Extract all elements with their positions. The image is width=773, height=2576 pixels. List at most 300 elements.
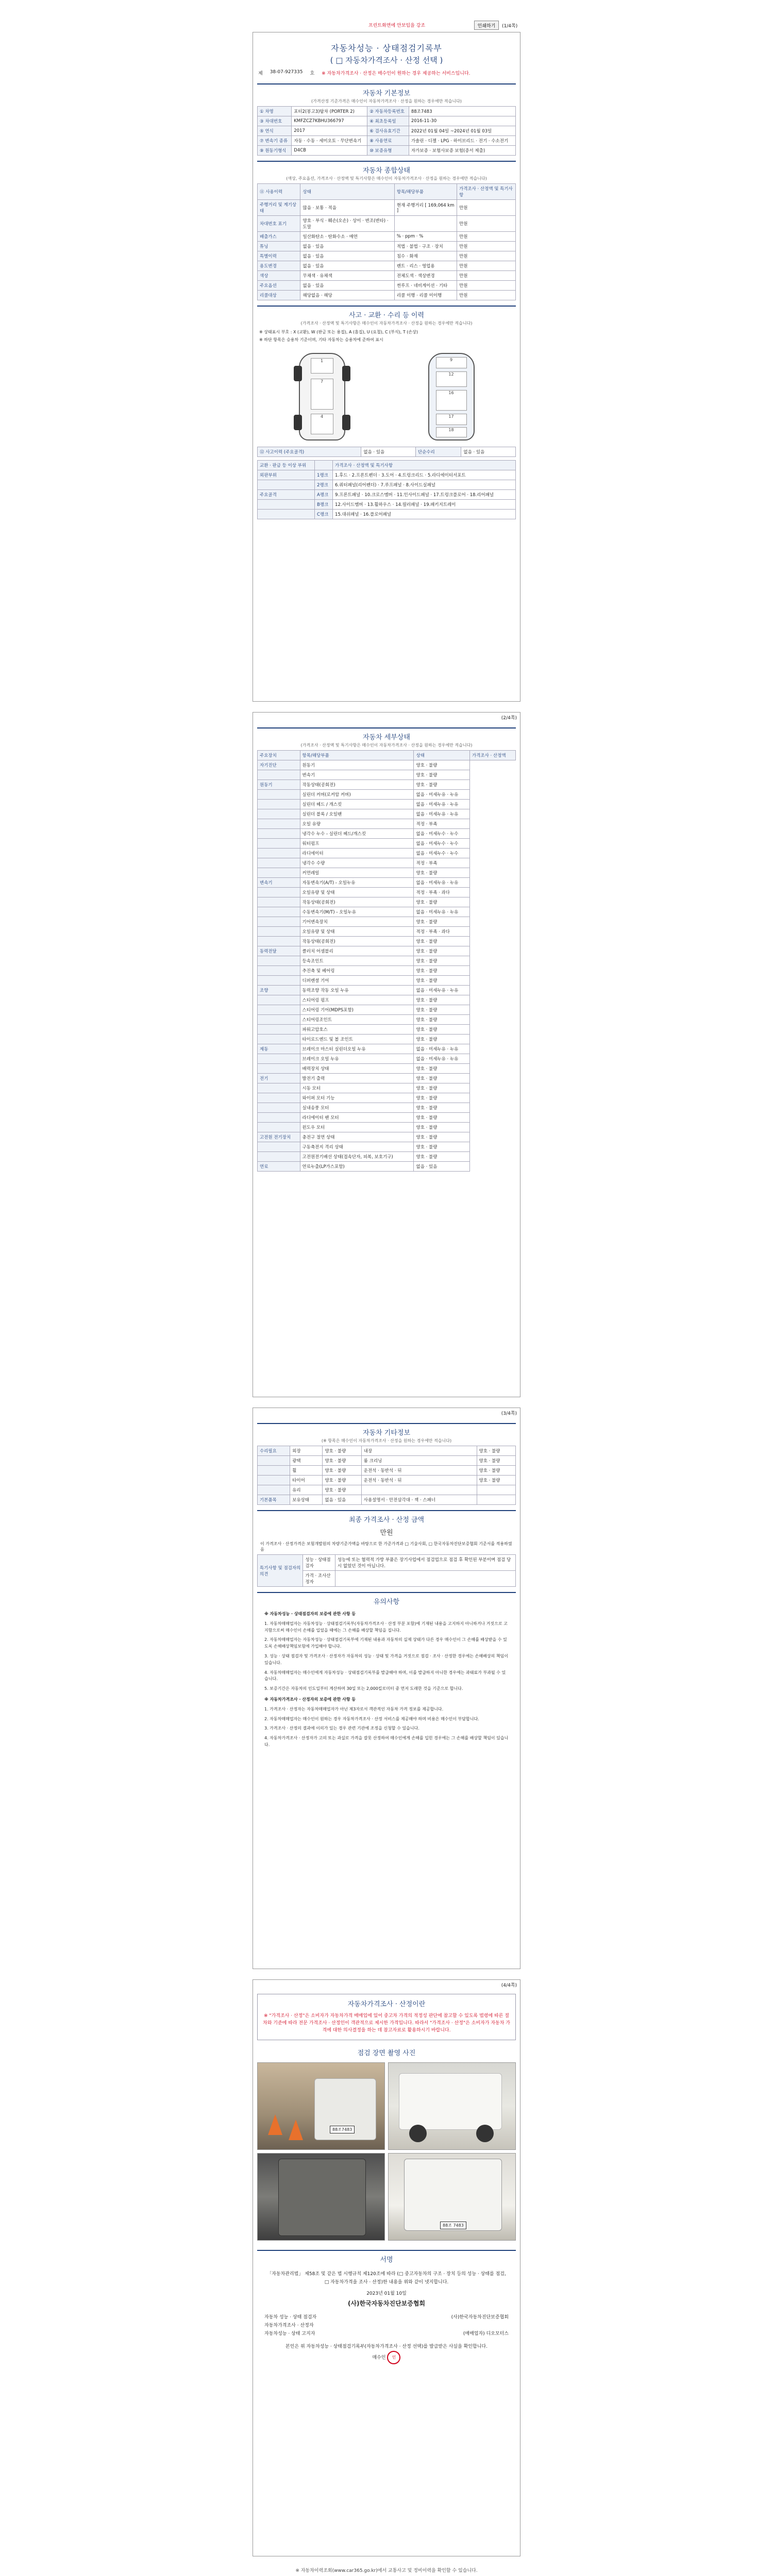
status-cell: 만원 — [457, 251, 515, 261]
detail-cell: 없음 · 있음 — [414, 1162, 469, 1172]
detail-cell: 양호 · 불량 — [414, 1064, 469, 1074]
document-title: 자동차성능 · 상태점검기록부 — [331, 43, 442, 53]
detail-cell: 오일 유량 — [300, 819, 414, 829]
detail-cell: 양호 · 불량 — [414, 946, 469, 956]
frame-row — [258, 490, 516, 500]
detail-cell — [258, 917, 300, 927]
other-info-row — [258, 1466, 516, 1476]
basic-info-subtitle: (가격산정 기준가격은 매수인이 자동차가격조사 · 산정을 원하는 경우에만 적습니다) — [311, 99, 462, 104]
detail-cell: 양호 · 불량 — [414, 1132, 469, 1142]
detail-cell: 조향 — [258, 986, 300, 995]
accident-section — [257, 306, 516, 519]
detail-row — [258, 966, 516, 976]
signature-section — [257, 2250, 516, 2369]
frame-row — [258, 500, 516, 510]
other-info-cell — [258, 1476, 290, 1485]
status-cell: 만원 — [457, 261, 515, 271]
signer-role: 자동차 성능 · 상태 점검자 — [264, 2315, 317, 2320]
price-title: 최종 가격조사 · 산정 금액 — [348, 1516, 425, 1524]
detail-cell: 실린더 헤드 / 개스킷 — [300, 800, 414, 809]
detail-cell: 라디에이터 — [300, 849, 414, 858]
detail-cell: 워터펌프 — [300, 839, 414, 849]
frame-cell: C랭크 — [314, 510, 332, 519]
basic-info-cell: 2022년 01월 04일 ~2024년 01월 03일 — [409, 126, 515, 136]
detail-cell: 자기진단 — [258, 760, 300, 770]
status-row — [258, 200, 516, 216]
caution-item: 5. 보증기간은 자동차의 인도일부터 계산하며 30일 또는 2,000킬로미터 중 먼저 도래한 것을 기준으로 합니다. — [264, 1686, 463, 1691]
status-cell: 무채색 · 유채색 — [300, 271, 394, 281]
status-cell: 만원 — [457, 242, 515, 251]
detail-row — [258, 888, 516, 897]
detail-cell: 시동 모터 — [300, 1083, 414, 1093]
status-cell — [394, 216, 457, 232]
detail-cell: 등속조인트 — [300, 956, 414, 966]
basic-info-row — [258, 126, 516, 136]
detail-cell: 실린더 커버(로커암 커버) — [300, 790, 414, 800]
detail-cell: 추진축 및 베어링 — [300, 966, 414, 976]
detail-section — [257, 727, 516, 1172]
detail-row — [258, 829, 516, 839]
detail-cell — [258, 800, 300, 809]
other-info-cell — [361, 1485, 477, 1495]
detail-cell: 양호 · 불량 — [414, 1083, 469, 1093]
detail-cell: 라디에이터 팬 모터 — [300, 1113, 414, 1123]
inspection-photo-side[interactable] — [388, 2062, 516, 2150]
other-info-table — [257, 1446, 516, 1505]
status-table — [257, 183, 516, 300]
detail-cell — [258, 858, 300, 868]
detail-cell: 타이로드엔드 및 볼 조인트 — [300, 1035, 414, 1044]
page-2-number: (2/4쪽) — [501, 716, 517, 721]
detail-cell: 작동상태(공회전) — [300, 897, 414, 907]
status-cell: 튜닝 — [258, 242, 300, 251]
detail-cell: 연료 — [258, 1162, 300, 1172]
inspection-photo-front[interactable] — [257, 2062, 385, 2150]
status-cell: 특별이력 — [258, 251, 300, 261]
detail-cell: 연료누출(LP가스포함) — [300, 1162, 414, 1172]
detail-cell — [258, 1025, 300, 1035]
frame-cell: A랭크 — [314, 490, 332, 500]
other-info-row — [258, 1476, 516, 1485]
detail-cell: 양호 · 불량 — [414, 1152, 469, 1162]
other-info-cell: 외장 — [290, 1446, 323, 1456]
detail-cell: 양호 · 불량 — [414, 780, 469, 790]
other-info-cell: 기본품목 — [258, 1495, 290, 1505]
frame-header — [314, 461, 332, 470]
accident-legend-2: ※ 하단 항목은 승용차 기준이며, 기타 자동차는 승용차에 준하여 표시 — [259, 337, 383, 342]
status-cell: 만원 — [457, 200, 515, 216]
accident-summary-cell: 없음 · 있음 — [461, 447, 516, 457]
caution-item: 1. 가격조사 · 산정자는 자동차매매업자가 아닌 제3자로서 객관적인 자동차 가격 정보를 제공합니다. — [264, 1706, 444, 1711]
status-cell: 용도변경 — [258, 261, 300, 271]
document-meta — [253, 65, 520, 78]
frame-cell: 외판부위 — [258, 470, 315, 480]
frame-cell: 15.대쉬패널 · 16.플로어패널 — [333, 510, 516, 519]
detail-row — [258, 1083, 516, 1093]
page-2 — [253, 712, 520, 1397]
detail-cell: 동력조향 작동 오일 누유 — [300, 986, 414, 995]
basic-info-cell: 2017 — [292, 126, 367, 136]
frame-cell: B랭크 — [314, 500, 332, 510]
car-diagrams — [257, 344, 516, 447]
detail-row — [258, 1152, 516, 1162]
basic-info-cell: 88조7483 — [409, 107, 515, 116]
status-cell: 일산화탄소 · 탄화수소 · 매연 — [300, 232, 394, 242]
caution-item: 1. 자동차매매업자는 자동차성능 · 상태점검기록부(자동차가격조사 · 산정 부분 포함)에 기재된 내용을 고지하지 아니하거나 거짓으로 고지함으로써 매수인이 손해를 입었을 때에는 그 손해를 배상할 책임을 집니다. — [264, 1621, 508, 1633]
detail-row — [258, 995, 516, 1005]
detail-row — [258, 1005, 516, 1015]
detail-title: 자동차 세부상태 — [362, 734, 411, 741]
price-value: 만원 — [380, 1529, 393, 1537]
other-info-cell: 양호 · 불량 — [323, 1446, 361, 1456]
status-cell: 만원 — [457, 291, 515, 300]
detail-cell: 없음 · 미세누유 · 누유 — [414, 800, 469, 809]
photo-title: 점검 장면 촬영 사진 — [357, 2049, 416, 2057]
status-cell: 차대번호 표기 — [258, 216, 300, 232]
issuer-role: 성능 · 상태점검자 — [303, 1555, 335, 1571]
frame-cell — [258, 510, 315, 519]
issuer-table — [257, 1554, 516, 1587]
other-info-cell: 양호 · 불량 — [323, 1466, 361, 1476]
other-info-cell: 수리필요 — [258, 1446, 290, 1456]
detail-row — [258, 897, 516, 907]
detail-row — [258, 819, 516, 829]
detail-cell: 양호 · 불량 — [414, 897, 469, 907]
detail-row — [258, 956, 516, 966]
detail-cell: 실내송풍 모터 — [300, 1103, 414, 1113]
status-cell: 없음 · 있음 — [300, 281, 394, 291]
detail-header: 주요장치 — [258, 751, 300, 760]
issuer-label: 특기사항 및 점검자의 의견 — [258, 1555, 303, 1587]
accident-subtitle: (가격조사 · 산정액 및 특기사항은 매수인이 자동차가격조사 · 산정을 원하는 경우에만 적습니다) — [300, 321, 473, 326]
basic-info-cell: ① 차명 — [258, 107, 292, 116]
status-title: 자동차 종합상태 — [362, 167, 411, 175]
detail-cell — [258, 868, 300, 878]
detail-row — [258, 907, 516, 917]
receiver-line — [264, 2351, 509, 2364]
status-cell: 썬루프 · 네비게이션 · 기타 — [394, 281, 457, 291]
detail-cell: 양호 · 불량 — [414, 760, 469, 770]
detail-cell: 수동변속기(M/T) - 오일누유 — [300, 907, 414, 917]
detail-cell: 없음 · 미세누유 · 누유 — [414, 1044, 469, 1054]
caution-item: 4. 자동차매매업자는 매수인에게 자동차성능 · 상태점검기록부를 발급해야 하며, 이를 발급하지 아니한 경우에는 과태료가 부과될 수 있습니다. — [264, 1670, 506, 1682]
basic-info-section — [257, 83, 516, 156]
status-cell: 주행거리 및 계기상태 — [258, 200, 300, 216]
detail-cell: 스티어링조인트 — [300, 1015, 414, 1025]
receipt-statement: 본인은 위 자동차성능 · 상태점검기록부(자동차가격조사 · 산정 선택)를 발급받은 사실을 확인합니다. — [285, 2344, 488, 2349]
detail-cell: 윈도우 모터 — [300, 1123, 414, 1132]
detail-cell: 양호 · 불량 — [414, 1074, 469, 1083]
frame-cell — [258, 480, 315, 490]
detail-cell: 양호 · 불량 — [414, 1123, 469, 1132]
top-bar — [253, 20, 520, 32]
signer-role: 자동차성능 · 상태 고지자 — [264, 2331, 315, 2337]
other-info-row — [258, 1485, 516, 1495]
signer-row — [264, 2330, 509, 2338]
detail-cell — [258, 809, 300, 819]
other-info-cell: 사용설명서 · 안전삼각대 · 잭 · 스패너 — [361, 1495, 477, 1505]
status-section — [257, 161, 516, 300]
detail-cell: 적정 · 부족 — [414, 819, 469, 829]
detail-cell: 고전원 전기장치 — [258, 1132, 300, 1142]
frame-row — [258, 480, 516, 490]
price-section — [257, 1510, 516, 1587]
detail-cell: 양호 · 불량 — [414, 1142, 469, 1152]
detail-cell: 없음 · 미세누유 · 누유 — [414, 1054, 469, 1064]
detail-cell: 없음 · 미세누수 · 누수 — [414, 839, 469, 849]
other-info-cell: 양호 · 불량 — [323, 1456, 361, 1466]
detail-row — [258, 976, 516, 986]
basic-info-cell: ⑤ 연식 — [258, 126, 292, 136]
detail-row — [258, 858, 516, 868]
detail-row — [258, 1132, 516, 1142]
detail-cell: 없음 · 미세누유 · 누유 — [414, 790, 469, 800]
detail-cell: 양호 · 불량 — [414, 1025, 469, 1035]
status-row — [258, 251, 516, 261]
signature-body — [257, 2265, 516, 2369]
basic-info-cell: 자동 · 수동 · 세미오토 · 무단변속기 — [292, 136, 367, 146]
other-info-cell: 내장 — [361, 1446, 477, 1456]
top-note: 프린트화면에 안보임을 강조 — [368, 23, 426, 28]
detail-cell: 와이퍼 모터 기능 — [300, 1093, 414, 1103]
other-info-row — [258, 1456, 516, 1466]
signer-row — [264, 2313, 509, 2321]
doc-no-value: 38-07-927335 — [270, 70, 303, 75]
status-cell: 많음 · 보통 · 적음 — [300, 200, 394, 216]
detail-cell: 충전구 절연 상태 — [300, 1132, 414, 1142]
detail-cell — [258, 839, 300, 849]
detail-row — [258, 1162, 516, 1172]
detail-cell: 작동상태(공회전) — [300, 937, 414, 946]
page-1 — [253, 32, 520, 702]
other-info-cell: 휠 — [290, 1466, 323, 1476]
status-cell: 색상 — [258, 271, 300, 281]
other-info-cell: 룸 크리닝 — [361, 1456, 477, 1466]
detail-cell: 양호 · 불량 — [414, 1103, 469, 1113]
basic-info-cell: D4CB — [292, 146, 367, 156]
detail-cell: 실린더 블록 / 오일팬 — [300, 809, 414, 819]
price-note: 이 가격조사 · 산정가격은 보험개발원의 차량기준가액을 바탕으로 한 가준가격과 □ 기술사회, □ 한국자동차진단보증협회 기준서를 적용하였음 — [260, 1541, 512, 1552]
document-subtitle: ( □ 자동차가격조사 · 산정 선택 ) — [330, 56, 443, 65]
detail-cell — [258, 1083, 300, 1093]
detail-cell: 양호 · 불량 — [414, 937, 469, 946]
status-cell: 리콜대상 — [258, 291, 300, 300]
basic-info-row — [258, 107, 516, 116]
detail-cell: 적정 · 부족 — [414, 858, 469, 868]
basic-info-row — [258, 146, 516, 156]
detail-cell — [258, 1064, 300, 1074]
detail-cell — [258, 770, 300, 780]
other-info-cell: 양호 · 불량 — [477, 1456, 515, 1466]
detail-row — [258, 1113, 516, 1123]
other-info-cell: 유리 — [290, 1485, 323, 1495]
status-cell: 없음 · 있음 — [300, 251, 394, 261]
detail-cell: 양호 · 불량 — [414, 770, 469, 780]
detail-row — [258, 986, 516, 995]
detail-cell: 구동축전지 격리 상태 — [300, 1142, 414, 1152]
status-row — [258, 232, 516, 242]
detail-cell — [258, 1113, 300, 1123]
detail-cell: 없음 · 미세누유 · 누유 — [414, 907, 469, 917]
page-3-number: (3/4쪽) — [501, 1411, 517, 1416]
detail-row — [258, 760, 516, 770]
detail-cell — [258, 849, 300, 858]
detail-cell: 양호 · 불량 — [414, 1093, 469, 1103]
status-cell: 만원 — [457, 232, 515, 242]
detail-cell: 양호 · 불량 — [414, 995, 469, 1005]
detail-cell: 양호 · 불량 — [414, 1113, 469, 1123]
detail-cell: 양호 · 불량 — [414, 868, 469, 878]
status-header: 가격조사 · 산정액 및 특기사항 — [457, 184, 515, 200]
basic-info-cell: ② 자동차등록번호 — [367, 107, 409, 116]
inspection-photo-rear[interactable] — [388, 2153, 516, 2241]
detail-cell: 변속기 — [258, 878, 300, 888]
status-row — [258, 291, 516, 300]
detail-cell: 스티어링 펌프 — [300, 995, 414, 1005]
status-cell: 만원 — [457, 216, 515, 232]
detail-cell: 적정 · 부족 · 과다 — [414, 927, 469, 937]
detail-row — [258, 878, 516, 888]
basic-info-table — [257, 106, 516, 156]
footer-note: ※ 자동차이력조회(www.car365.go.kr)에서 교통사고 및 정비이력을 확인할 수 있습니다. — [295, 2568, 478, 2573]
detail-cell: 양호 · 불량 — [414, 956, 469, 966]
caution-2-title: ※ 자동차가격조사 · 산정자의 보증에 관한 사항 등 — [264, 1697, 356, 1702]
other-info-cell — [477, 1485, 515, 1495]
caution-title: 유의사항 — [373, 1598, 400, 1606]
detail-cell — [258, 1054, 300, 1064]
status-cell: 배출가스 — [258, 232, 300, 242]
notice-title: 자동차가격조사 · 산정이란 — [347, 2001, 426, 2008]
detail-cell — [258, 966, 300, 976]
other-info-cell: 양호 · 불량 — [477, 1446, 515, 1456]
detail-cell — [258, 1123, 300, 1132]
frame-table — [257, 460, 516, 519]
frame-cell — [258, 500, 315, 510]
caution-1-title: ※ 자동차성능 · 상태점검자의 보증에 관한 사항 등 — [264, 1612, 356, 1616]
basic-info-cell: 포터2(봉고3)탑차 (PORTER 2) — [292, 107, 367, 116]
detail-cell: 커먼레일 — [300, 868, 414, 878]
detail-row — [258, 1064, 516, 1074]
photo-grid — [253, 2058, 520, 2245]
basic-info-cell: ⑦ 변속기 종류 — [258, 136, 292, 146]
detail-header: 상태 — [414, 751, 469, 760]
signature-title: 서명 — [380, 2256, 393, 2264]
detail-table — [257, 750, 516, 1172]
detail-row — [258, 770, 516, 780]
service-warning: ※ 자동차가격조사 · 산정은 매수인이 원하는 경우 제공하는 서비스입니다. — [322, 71, 470, 76]
accident-summary-cell: ⑫ 사고이력 (주요골격) — [258, 447, 361, 457]
signature-date: 2023년 01월 10일 — [366, 2291, 407, 2297]
detail-cell: 없음 · 미세누유 · 누유 — [414, 878, 469, 888]
status-cell: 없음 · 있음 — [300, 261, 394, 271]
detail-row — [258, 1093, 516, 1103]
status-row — [258, 216, 516, 232]
detail-cell: 브레이크 오일 누유 — [300, 1054, 414, 1064]
frame-cell: 1.후드 · 2.프론트펜더 · 3.도어 · 4.트렁크리드 · 5.라디에이터서포트 — [333, 470, 516, 480]
page-4 — [253, 1979, 520, 2556]
detail-cell: 자동변속기(A/T) - 오일누유 — [300, 878, 414, 888]
detail-cell: 양호 · 불량 — [414, 966, 469, 976]
inspection-photo-rear-left[interactable] — [257, 2153, 385, 2241]
status-header: 상태 — [300, 184, 394, 200]
status-cell: 양호 · 부식 · 훼손(오손) · 상이 · 변조(변타) · 도말 — [300, 216, 394, 232]
detail-row — [258, 1035, 516, 1044]
status-cell: 없음 · 있음 — [300, 242, 394, 251]
detail-cell: 브레이크 마스터 실린더오일 누유 — [300, 1044, 414, 1054]
accident-summary-row — [258, 447, 516, 457]
detail-cell: 제동 — [258, 1044, 300, 1054]
detail-cell — [258, 927, 300, 937]
detail-row — [258, 800, 516, 809]
detail-cell: 양호 · 불량 — [414, 1005, 469, 1015]
other-info-cell — [258, 1456, 290, 1466]
detail-cell: 기어변속장치 — [300, 917, 414, 927]
other-info-cell: 타이어 — [290, 1476, 323, 1485]
detail-row — [258, 1142, 516, 1152]
detail-cell — [258, 1035, 300, 1044]
detail-row — [258, 937, 516, 946]
detail-cell: 변속기 — [300, 770, 414, 780]
status-cell: 렌트 · 리스 · 영업용 — [394, 261, 457, 271]
frame-cell: 9.프론트패널 · 10.크로스멤버 · 11.인사이드패널 · 17.트렁크플로어 · 18.리어패널 — [333, 490, 516, 500]
status-row — [258, 261, 516, 271]
caution-body — [257, 1607, 516, 1756]
detail-cell: 적정 · 부족 · 과다 — [414, 888, 469, 897]
detail-cell: 오일유량 및 상태 — [300, 888, 414, 897]
frame-cell: 1랭크 — [314, 470, 332, 480]
page-4-number: (4/4쪽) — [501, 1983, 517, 1988]
detail-header: 항목/해당부품 — [300, 751, 414, 760]
basic-info-cell: 가솔린 · 디젤 · LPG · 하이브리드 · 전기 · 수소전기 — [409, 136, 515, 146]
detail-cell — [258, 819, 300, 829]
plate-front: 88조7483 — [330, 2126, 355, 2133]
page-3 — [253, 1408, 520, 1969]
accident-summary-cell: 없음 · 있음 — [361, 447, 416, 457]
detail-cell — [258, 1005, 300, 1015]
detail-row — [258, 809, 516, 819]
detail-cell: 발전기 출력 — [300, 1074, 414, 1083]
status-cell: 주요옵션 — [258, 281, 300, 291]
accident-legend: ※ 상태표시 부호 : X (교환), W (판금 또는 용접), A (흠집), U (요철), C (부식), T (손상) — [259, 330, 418, 334]
detail-cell: 스티어링 기어(MDPS포함) — [300, 1005, 414, 1015]
detail-cell: 없음 · 미세누유 · 누유 — [414, 809, 469, 819]
frame-row — [258, 510, 516, 519]
detail-row — [258, 946, 516, 956]
doc-no-label: 제 — [258, 71, 263, 76]
other-info-cell: 양호 · 불량 — [477, 1466, 515, 1476]
print-button[interactable]: 인쇄하기 — [474, 21, 499, 30]
detail-cell: 클러치 어셈블리 — [300, 946, 414, 956]
page-number: (1/4쪽) — [502, 24, 518, 29]
status-cell: % · ppm · % — [394, 232, 457, 242]
frame-cell: 6.쿼터패널(리어펜더) · 7.루프패널 · 8.사이드실패널 — [333, 480, 516, 490]
frame-row — [258, 470, 516, 480]
basic-info-cell: ③ 차대번호 — [258, 116, 292, 126]
signature-org: (사)한국자동차진단보증협회 — [347, 2299, 426, 2307]
detail-cell — [258, 1103, 300, 1113]
detail-cell: 고전원전기배선 상태(접속단자, 피복, 보호기구) — [300, 1152, 414, 1162]
status-row — [258, 281, 516, 291]
detail-cell: 원동기 — [258, 780, 300, 790]
basic-info-cell: 2016-11-30 — [409, 116, 515, 126]
detail-cell — [258, 956, 300, 966]
basic-info-cell: ⑥ 검사유효기간 — [367, 126, 409, 136]
basic-info-cell: 자가보증 · 보험사보증 보험(증서 제출) — [409, 146, 515, 156]
detail-cell: 원동기 — [300, 760, 414, 770]
detail-row — [258, 1044, 516, 1054]
status-header: 항목/해당부품 — [394, 184, 457, 200]
car-diagram-outer: 1 7 4 — [291, 348, 353, 446]
